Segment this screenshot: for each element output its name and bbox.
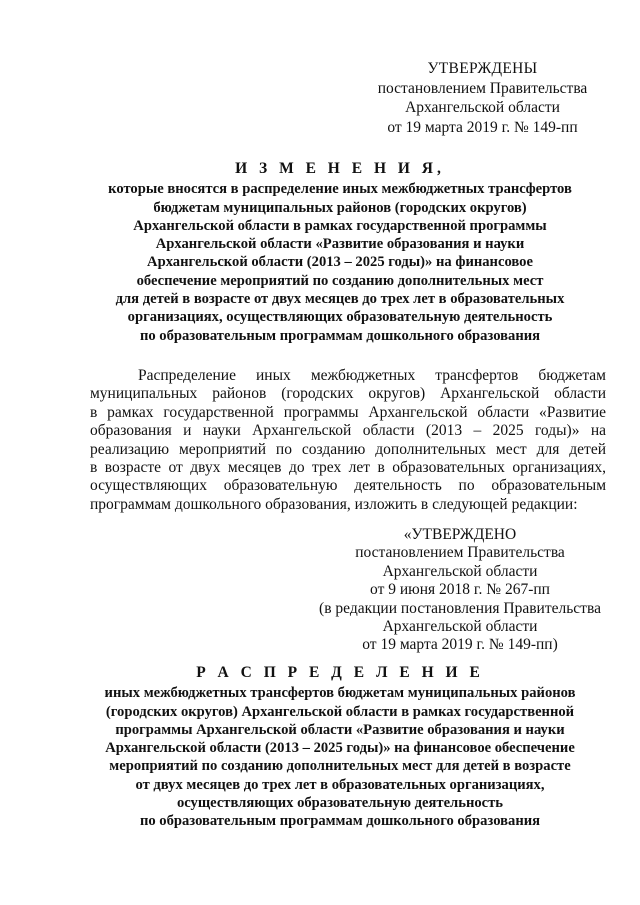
distribution-title-line: иных межбюджетных трансфертов бюджетам муниципальных районов <box>104 685 576 702</box>
approval-title: «УТВЕРЖДЕНО <box>403 526 517 543</box>
changes-heading: И З М Е Н Е Н И Я, <box>235 160 445 177</box>
distribution-title-line: программы Архангельской области «Развитие образования и науки <box>115 721 565 738</box>
distribution-title-line: Архангельской области (2013 – 2025 годы)» на финансовое обеспечение <box>105 740 575 757</box>
distribution-title-line: осуществляющих образовательную деятельность <box>176 795 504 812</box>
paragraph-line: в рамках государственной программы Архангельской области «Развитие <box>90 403 606 421</box>
distribution-title-line: от двух месяцев до трех лет в образовательных организациях, <box>135 776 545 793</box>
changes-title-line: для детей в возрасте от двух месяцев до трех лет в образовательных <box>115 291 565 308</box>
body-paragraph <box>90 367 606 514</box>
approval-line: постановлением Правительства <box>377 79 588 97</box>
paragraph-line: осуществляющих образовательную деятельность по образовательным <box>90 477 606 495</box>
changes-title-line: Архангельской области в рамках государственной программы <box>133 217 547 234</box>
paragraph-line: реализацию мероприятий по созданию дополнительных мест для детей <box>90 440 606 458</box>
approval-line: (в редакции постановления Правительства <box>319 599 601 617</box>
approval-line: Архангельской области <box>405 99 560 116</box>
changes-title-block <box>60 160 620 345</box>
paragraph-line: в возрасте от двух месяцев до трех лет в образовательных организациях, <box>90 458 606 476</box>
distribution-heading: Р А С П Р Е Д Е Л Е Н И Е <box>196 664 484 681</box>
approval-stamp <box>360 59 605 137</box>
changes-title-line: бюджетам муниципальных районов (городских округов) <box>153 199 527 216</box>
changes-title-line: организациях, осуществляющих образовательную деятельность <box>127 309 553 326</box>
changes-title-line: Архангельской области (2013 – 2025 годы)» на финансовое <box>147 254 533 271</box>
distribution-title-block <box>60 664 620 831</box>
approval-line: Архангельской области <box>382 562 538 580</box>
paragraph-line: образования и науки Архангельской области (2013 – 2025 годы)» на <box>90 422 606 440</box>
paragraph-line: Распределение иных межбюджетных трансфертов бюджетам <box>138 367 606 384</box>
distribution-title-line: по образовательным программам дошкольного образования <box>139 813 541 830</box>
approval-line: Архангельской области <box>382 618 538 636</box>
changes-title-line: обеспечение мероприятий по созданию дополнительных мест <box>136 272 544 289</box>
distribution-title-line: (городских округов) Архангельской области в рамках государственной <box>105 703 575 720</box>
distribution-title-line: мероприятий по созданию дополнительных мест для детей в возрасте <box>109 758 571 775</box>
changes-title-line: по образовательным программам дошкольного образования <box>139 327 541 344</box>
approval-title: УТВЕРЖДЕНЫ <box>427 60 538 77</box>
changes-title-line: которые вносятся в распределение иных межбюджетных трансфертов <box>108 181 572 198</box>
approval-line: от 19 марта 2019 г. № 149-пп <box>387 118 578 136</box>
approval-stamp-amended <box>300 526 620 655</box>
approval-line: постановлением Правительства <box>355 544 565 562</box>
paragraph-line: программам дошкольного образования, изложить в следующей редакции: <box>90 495 578 513</box>
paragraph-line: муниципальных районов (городских округов) Архангельской области <box>90 385 606 403</box>
changes-title-line: Архангельской области «Развитие образования и науки <box>155 236 525 253</box>
approval-line: от 9 июня 2018 г. № 267-пп <box>370 581 550 599</box>
approval-line: от 19 марта 2019 г. № 149-пп) <box>362 636 558 654</box>
